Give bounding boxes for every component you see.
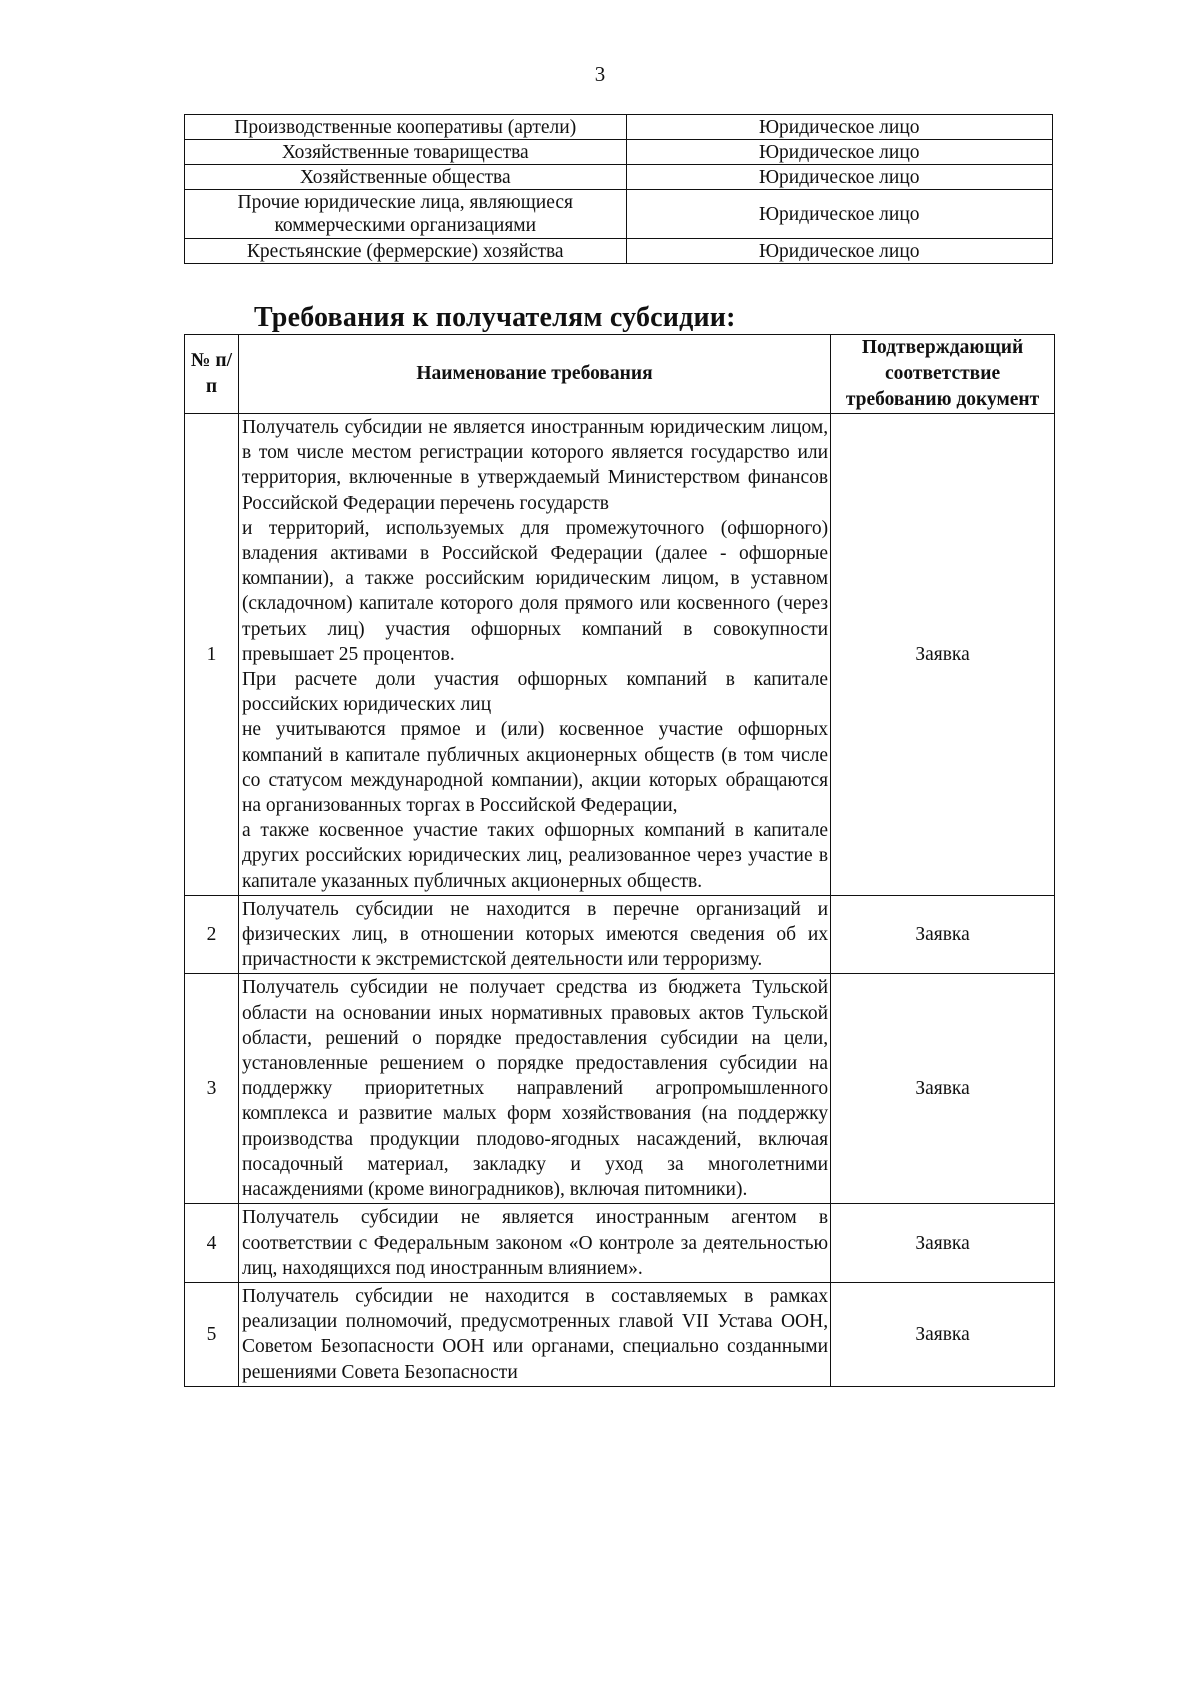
org-type-cell: Юридическое лицо: [626, 239, 1052, 264]
document-cell: Заявка: [831, 1282, 1055, 1386]
section-title: Требования к получателям субсидии:: [254, 302, 736, 333]
requirement-paragraph: Получатель субсидии не является иностранным агентом в соответствии с Федеральным законом «О контроле за деятельностью лиц, находящихся под иностранным влиянием».: [241, 1207, 829, 1279]
document-cell: Заявка: [831, 895, 1055, 974]
requirement-paragraph: Получатель субсидии не находится в составляемых в рамках реализации полномочий, предусмотренных главой VII Устава ООН, Советом Безопасности ООН или органами, специально созданными решениями Совета Безопасности: [241, 1285, 829, 1383]
org-name-cell: Крестьянские (фермерские) хозяйства: [185, 239, 627, 264]
requirement-paragraph: и территорий, используемых для промежуточного (офшорного) владения активами в Российской Федерации (далее - офшорные компании), а также российским юридическим лицом, в уставном (складочном) капитале которого доля прямого или косвенного (через третьих лиц) участия офшорных компаний в совокупности превышает 25 процентов.: [241, 517, 829, 665]
requirement-paragraph: Получатель субсидии не является иностранным юридическим лицом, в том числе местом регистрации которого является государство или территория, включенные в утверждаемый Министерством финансов Российской Федерации перечень государств: [241, 417, 829, 514]
page-number: 3: [594, 62, 606, 86]
requirements-table: [184, 334, 1055, 1387]
header-name: Наименование требования: [238, 335, 830, 414]
org-type-cell: Юридическое лицо: [626, 190, 1052, 239]
table-row: [185, 974, 1055, 1204]
table-row: [185, 414, 1055, 896]
requirement-paragraph: а также косвенное участие таких офшорных компаний в капитале других российских юридических лиц, реализованное через участие в капитале указанных публичных акционерных обществ.: [241, 820, 829, 892]
org-type-cell: Юридическое лицо: [626, 115, 1052, 140]
table-row: [185, 895, 1055, 974]
table-row: [185, 239, 1053, 264]
org-name-cell: Хозяйственные общества: [185, 165, 627, 190]
requirement-text: [238, 974, 830, 1204]
table-row: [185, 1204, 1055, 1283]
org-name-cell: Производственные кооперативы (артели): [185, 115, 627, 140]
row-number: 5: [185, 1282, 239, 1386]
row-number: 2: [185, 895, 239, 974]
requirement-text: [238, 1204, 830, 1283]
requirement-text: [238, 1282, 830, 1386]
org-type-cell: Юридическое лицо: [626, 140, 1052, 165]
requirement-paragraph: Получатель субсидии не находится в перечне организаций и физических лиц, в отношении которых имеются сведения об их причастности к экстремистской деятельности или терроризму.: [241, 898, 829, 971]
header-num: № п/п: [185, 335, 239, 414]
org-name-cell: Прочие юридические лица, являющиеся коммерческими организациями: [185, 190, 627, 239]
organization-types-table: [184, 114, 1053, 264]
row-number: 3: [185, 974, 239, 1204]
requirement-paragraph: Получатель субсидии не получает средства из бюджета Тульской области на основании иных нормативных правовых актов Тульской области, решений о порядке предоставления субсидии на цели, установленные решением о порядке предоставления субсидии на поддержку приоритетных направлений агропромышленного комплекса и развитие малых форм хозяйствования (на поддержку производства продукции плодово-ягодных насаждений, включая посадочный материал, закладку и уход за многолетними насаждениями (кроме виноградников), включая питомники).: [241, 977, 829, 1201]
document-cell: Заявка: [831, 974, 1055, 1204]
org-type-cell: Юридическое лицо: [626, 165, 1052, 190]
document-cell: Заявка: [831, 414, 1055, 896]
table-row: [185, 140, 1053, 165]
table-header-row: [185, 335, 1055, 414]
row-number: 4: [185, 1204, 239, 1283]
requirement-text: [238, 895, 830, 974]
requirement-paragraph: не учитываются прямое и (или) косвенное участие офшорных компаний в капитале публичных акционерных обществ (в том числе со статусом международной компании), акции которых обращаются на организованных торгах в Российской Федерации,: [241, 719, 829, 817]
document-cell: Заявка: [831, 1204, 1055, 1283]
header-doc: Подтверждающий соответствие требованию документ: [831, 335, 1055, 414]
table-row: [185, 165, 1053, 190]
requirement-text: [238, 414, 830, 896]
org-name-cell: Хозяйственные товарищества: [185, 140, 627, 165]
table-row: [185, 115, 1053, 140]
table-row: [185, 190, 1053, 239]
table-row: [185, 1282, 1055, 1386]
row-number: 1: [185, 414, 239, 896]
requirement-paragraph: При расчете доли участия офшорных компаний в капитале российских юридических лиц: [241, 669, 829, 716]
